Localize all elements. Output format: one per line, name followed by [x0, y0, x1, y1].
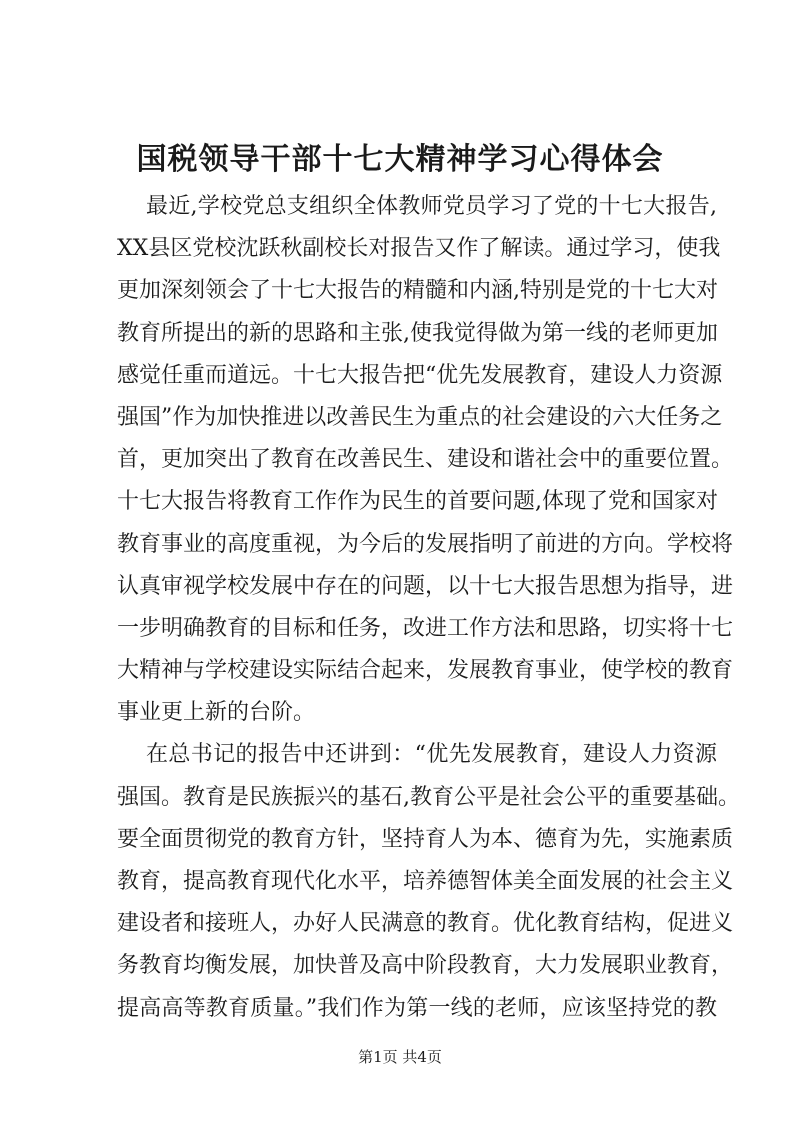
- document-title: 国税领导干部十七大精神学习心得体会: [136, 142, 664, 177]
- text-line: 最近,学校党总支组织全体教师党员学习了党的十七大报告,: [146, 194, 717, 219]
- page-indicator: 第1页 共4页: [358, 1048, 442, 1066]
- text-line: 建设者和接班人，办好人民满意的教育。优化教育结构，促进义: [117, 911, 734, 937]
- text-line: 在总书记的报告中还讲到：“优先发展教育，建设人力资源: [146, 742, 717, 768]
- text-line: XX县区党校沈跃秋副校长对报告又作了解读。通过学习，使我: [117, 236, 721, 262]
- text-line: 强国。教育是民族振兴的基石,教育公平是社会公平的重要基础。: [117, 784, 740, 810]
- text-line: 更加深刻领会了十七大报告的精髓和内涵,特别是党的十七大对: [117, 278, 718, 304]
- text-line: 事业更上新的台阶。: [117, 700, 316, 726]
- text-line: 教育事业的高度重视，为今后的发展指明了前进的方向。学校将: [117, 531, 734, 557]
- page-footer: [0, 1047, 800, 1067]
- text-line: 一步明确教育的目标和任务，改进工作方法和思路，切实将十七: [117, 615, 734, 641]
- text-line: 要全面贯彻党的教育方针，坚持育人为本、德育为先，实施素质: [117, 826, 734, 852]
- text-line: 提高高等教育质量。”我们作为第一线的老师，应该坚持党的教: [117, 995, 717, 1021]
- text-line: 务教育均衡发展，加快普及高中阶段教育，大力发展职业教育，: [117, 953, 734, 979]
- text-line: 教育，提高教育现代化水平，培养德智体美全面发展的社会主义: [117, 869, 734, 894]
- text-line: 十七大报告将教育工作作为民生的首要问题,体现了党和国家对: [117, 489, 718, 515]
- text-line: 大精神与学校建设实际结合起来，发展教育事业，使学校的教育: [117, 658, 734, 684]
- text-line: 教育所提出的新的思路和主张,使我觉得做为第一线的老师更加: [117, 320, 718, 346]
- document-body: [117, 186, 740, 1030]
- text-line: 首，更加突出了教育在改善民生、建设和谐社会中的重要位置。: [117, 447, 734, 473]
- text-line: 强国”作为加快推进以改善民生为重点的社会建设的六大任务之: [117, 404, 723, 430]
- text-line: 认真审视学校发展中存在的问题，以十七大报告思想为指导，进: [117, 573, 734, 599]
- text-line: 感觉任重而道远。十七大报告把“优先发展教育，建设人力资源: [117, 362, 723, 388]
